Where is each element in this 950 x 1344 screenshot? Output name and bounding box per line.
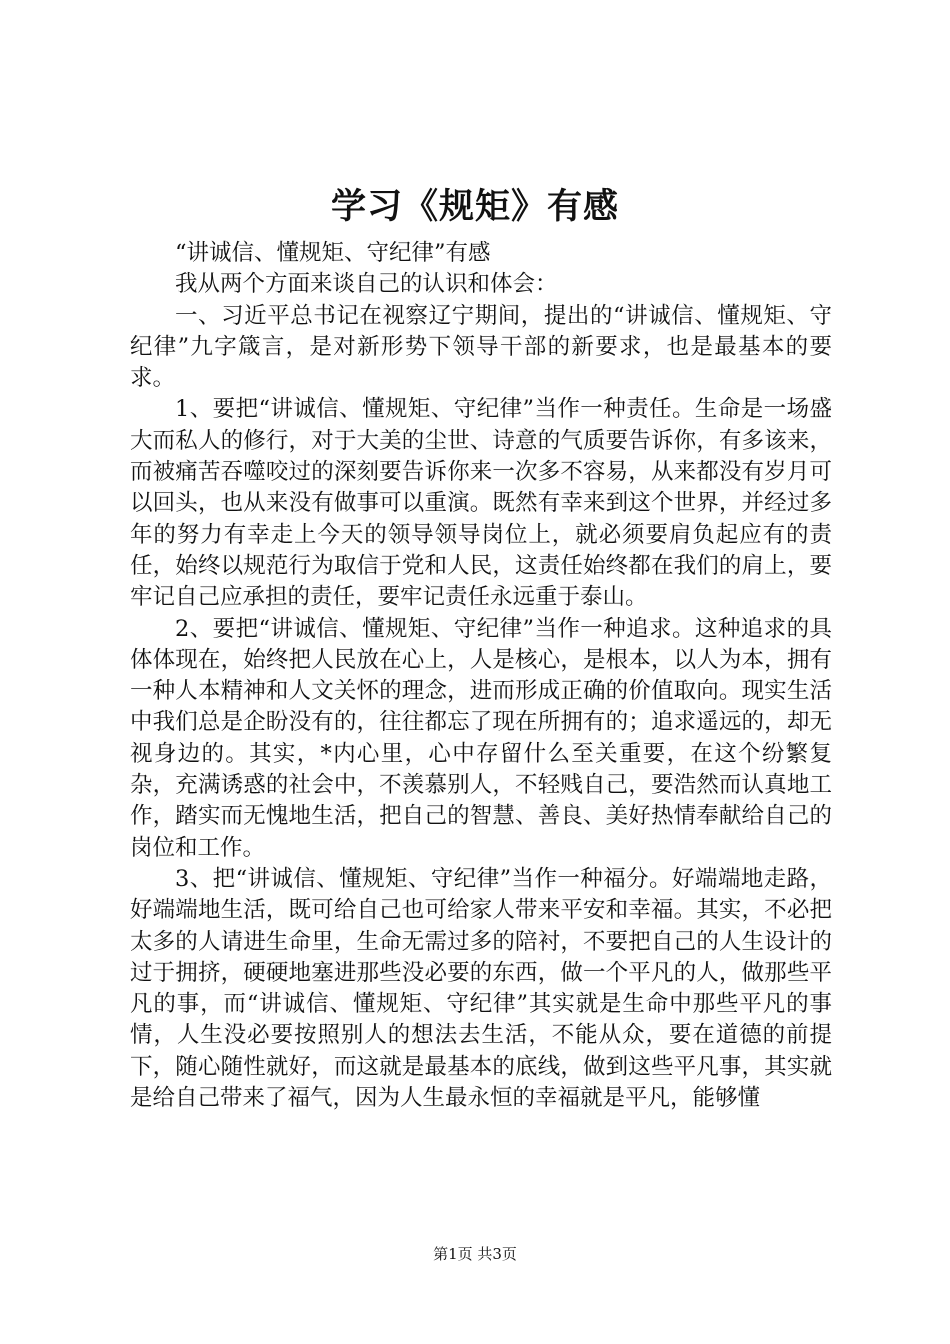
paragraph-point-2: 2、要把“讲诚信、懂规矩、守纪律”当作一种追求。这种追求的具体体现在，始终把人民放在心上，人是核心，是根本，以人为本，拥有一种人本精神和人文关怀的理念，进而形成正确的价值取向。现实生活中我们总是企盼没有的，往往都忘了现在所拥有的；追求遥远的，却无视身边的。其实，*内心里，心中存留什么至关重要，在这个纷繁复杂，充满诱惑的社会中，不羡慕别人，不轻贱自己，要浩然而认真地工作，踏实而无愧地生活，把自己的智慧、善良、美好热情奉献给自己的岗位和工作。 bbox=[130, 615, 832, 861]
paragraph-point-3: 3、把“讲诚信、懂规矩、守纪律”当作一种福分。好端端地走路，好端端地生活，既可给自己也可给家人带来平安和幸福。其实，不必把太多的人请进生命里，生命无需过多的陪衬，不要把自己的人生设计的过于拥挤，硬硬地塞进那些没必要的东西，做一个平凡的人，做那些平凡的事，而“讲诚信、懂规矩、守纪律”其实就是生命中那些平凡的事情，人生没必要按照别人的想法去生活，不能从众，要在道德的前提下，随心随性就好，而这就是最基本的底线，做到这些平凡事，其实就是给自己带来了福气，因为人生最永恒的幸福就是平凡，能够懂 bbox=[130, 865, 832, 1112]
page-number-footer: 第1页 共3页 bbox=[433, 1245, 517, 1263]
paragraph-section-one: 一、习近平总书记在视察辽宁期间，提出的“讲诚信、懂规矩、守纪律”九字箴言，是对新形势下领导干部的新要求，也是最基本的要求。 bbox=[130, 302, 832, 392]
paragraph-point-1: 1、要把“讲诚信、懂规矩、守纪律”当作一种责任。生命是一场盛大而私人的修行，对于大美的尘世、诗意的气质要告诉你，有多该来，而被痛苦吞噬咬过的深刻要告诉你来一次多不容易，从来都没有岁月可以回头，也从来没有做事可以重演。既然有幸来到这个世界，并经过多年的努力有幸走上今天的领导领导岗位上，就必须要肩负起应有的责任，始终以规范行为取信于党和人民，这责任始终都在我们的肩上，要牢记自己应承担的责任，要牢记责任永远重于泰山。 bbox=[130, 396, 832, 611]
paragraph-subtitle: “讲诚信、懂规矩、守纪律”有感 bbox=[175, 240, 491, 266]
paragraph-intro: 我从两个方面来谈自己的认识和体会： bbox=[175, 271, 558, 298]
document-title: 学习《规矩》有感 bbox=[330, 186, 619, 227]
document-body bbox=[130, 238, 832, 1114]
